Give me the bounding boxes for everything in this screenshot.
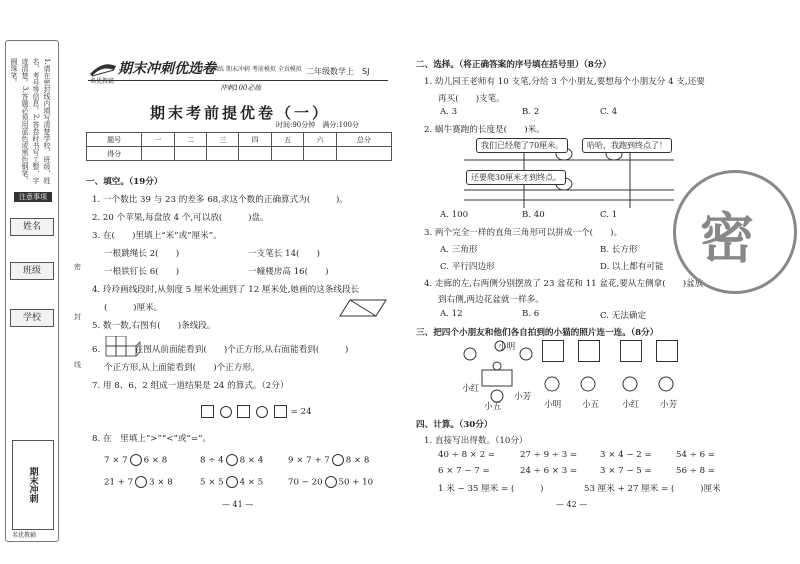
answer-box[interactable] [274, 405, 287, 418]
section-heading: 三、把四个小朋友和他们各自拍到的小猫的照片连一连。（8分） [416, 328, 659, 338]
option[interactable]: A. 12 [440, 309, 463, 319]
option[interactable]: C. 无法确定 [600, 311, 647, 321]
calc-item: 3 × 7 − 5 = [600, 466, 652, 476]
name-field[interactable]: 姓名 [10, 218, 54, 236]
choice-question-1-cont: 再买( )支笔。 [438, 94, 505, 104]
sprint-label: 冲刺100必练 [220, 84, 262, 92]
equation-result: = 24 [290, 407, 312, 417]
choice-question-2: 2. 蜗牛赛跑的长度是( )米。 [424, 125, 545, 135]
header-rule [88, 60, 388, 81]
score-table-row [87, 147, 392, 161]
compare-circle[interactable] [130, 454, 142, 466]
cell: 一 [142, 133, 174, 147]
cell: 得分 [87, 147, 142, 161]
compare-row [288, 476, 373, 488]
expression: 9 × 7 + 7 [288, 455, 330, 466]
kid-label: 小明 [498, 342, 516, 352]
score-input[interactable] [174, 147, 206, 161]
cat-photo[interactable] [578, 340, 600, 362]
kid-label[interactable]: 小明 [544, 400, 562, 410]
option[interactable]: A. 100 [440, 210, 469, 220]
compare-row [200, 454, 263, 466]
score-input[interactable] [304, 147, 336, 161]
calc-item: 27 ÷ 9 ÷ 3 = [520, 450, 578, 460]
seal-line-char: 线 [74, 361, 81, 369]
page-number: — 42 — [556, 500, 588, 509]
brand-sub: 名优教辅 [90, 78, 115, 85]
question-3a: 一根跳绳长 2( ) [104, 249, 180, 259]
cell: 二 [174, 133, 206, 147]
choice-question-1: 1. 幼儿园王老师有 10 支笔,分给 3 个小朋友,要想每个小朋友分 4 支,还要 [424, 77, 705, 87]
cell: 题号 [87, 133, 142, 147]
calc-item: 54 ÷ 6 = [676, 450, 715, 460]
section-heading: 一、填空。（19分） [86, 177, 163, 187]
kid-label: 小红 [462, 384, 480, 394]
cell: 六 [304, 133, 336, 147]
choice-question-4-cont: 到右侧,两边花盆就一样多。 [438, 295, 544, 305]
kid-label[interactable]: 小芳 [660, 400, 678, 410]
calc-item: 6 × 7 − 7 = [438, 466, 490, 476]
sidebar-logo-sub: 名优教辅 [12, 532, 37, 539]
notice-text: 1.请在密封线内填写清楚学校、班级、姓名、考号等信息。2.答卷时书写工整、字迹清楚。3.答题必须用蓝色或黑色钢笔、圆珠笔。 [10, 58, 51, 184]
question-6: 6. 在图从前面能看到( )个正方形,从右面能看到( ) [92, 345, 349, 355]
option[interactable]: B. 2 [522, 107, 540, 117]
compare-row [288, 454, 369, 466]
answer-box[interactable] [201, 405, 214, 418]
compare-circle[interactable] [332, 454, 344, 466]
score-input[interactable] [207, 147, 239, 161]
expression: 8 × 8 [345, 455, 370, 466]
calc-item: 53 厘米 + 27 厘米 = ( )厘米 [584, 484, 721, 494]
operator-circle[interactable] [220, 406, 232, 418]
option[interactable]: A. 三角形 [440, 245, 478, 255]
score-table [86, 132, 392, 161]
expression: 4 × 5 [239, 477, 264, 488]
parallelogram-figure [338, 298, 388, 318]
calc-item: 24 ÷ 6 × 3 = [520, 466, 578, 476]
speech-bubble: 我们已经爬了70厘米。 [476, 138, 568, 153]
kid-label: 小五 [484, 402, 502, 412]
seal-char: 密 [700, 206, 754, 270]
compare-circle[interactable] [226, 476, 238, 488]
section-heading: 二、选择。（将正确答案的序号填在括号里）（8分） [416, 60, 612, 70]
header-tags: 专项训练 期末冲刺 考前模拟 全真模拟 [200, 66, 302, 73]
choice-question-3: 3. 两个完全一样的直角三角形可以拼成一个( )。 [424, 228, 623, 238]
expression: 70 − 20 [288, 477, 323, 488]
question-4: 4. 玲玲画线段时,从刻度 5 厘米处画到了 12 厘米处,她画的这条线段长 [92, 285, 360, 295]
question-3b: 一支笔长 14( ) [248, 249, 320, 259]
notice-tag: 注意事项 [14, 192, 52, 202]
question-3c: 一根铁钉长 6( ) [104, 267, 180, 277]
seal-line-char: 封 [74, 313, 81, 321]
compare-circle[interactable] [226, 454, 238, 466]
question-8: 8. 在 里填上“>”“<”或“=”。 [92, 434, 212, 444]
choice-question-4: 4. 走廊的左,右两侧分别摆放了 23 盆花和 11 盆花,要从左侧拿( )盆放 [424, 279, 704, 289]
kid-label[interactable]: 小红 [622, 400, 640, 410]
grade-label: 二年级数学上 SJ [306, 67, 370, 76]
expression: 6 × 8 [143, 455, 168, 466]
question-4-answer: ( )厘米。 [104, 303, 163, 313]
compare-circle[interactable] [135, 476, 147, 488]
score-input[interactable] [142, 147, 174, 161]
cat-photo[interactable] [620, 340, 642, 362]
score-input[interactable] [271, 147, 303, 161]
score-table-header [87, 133, 392, 147]
question-3d: 一幢楼房高 16( ) [248, 267, 329, 277]
class-field[interactable]: 班级 [10, 262, 54, 280]
calc-item: 1 米 − 35 厘米 = ( ) [438, 484, 544, 494]
question-7: 7. 用 8、6、2 组成一道结果是 24 的算式。（2分） [92, 381, 289, 391]
expression: 8 × 4 [239, 455, 264, 466]
school-field[interactable]: 学校 [10, 309, 54, 327]
cell: 总分 [336, 133, 391, 147]
answer-box[interactable] [237, 405, 250, 418]
kid-label[interactable]: 小五 [582, 400, 600, 410]
sidebar-logo: 期末冲刺 [12, 440, 54, 530]
speech-bubble: 哈哈，我跑到终点了！ [582, 138, 672, 153]
question-3: 3. 在( )里填上“米”或“厘米”。 [92, 231, 222, 241]
equation-blanks [200, 405, 312, 418]
calc-item: 40 ÷ 8 × 2 = [438, 450, 496, 460]
score-input[interactable] [239, 147, 271, 161]
page-title: 期末考前提优卷（一） [150, 104, 331, 122]
exam-meta: 时间:90分钟 满分:100分 [276, 121, 359, 129]
section-heading: 四、计算。（30分） [416, 420, 493, 430]
score-input[interactable] [336, 147, 391, 161]
kid-label: 小芳 [514, 392, 532, 402]
speech-bubble: 还要爬30厘米才到终点。 [466, 170, 566, 185]
question-5: 5. 数一数,右图有( )条线段。 [92, 321, 216, 331]
question-2: 2. 20 个苹果,每盘放 4 个,可以放( )盘。 [92, 213, 269, 223]
option[interactable]: A. 3 [440, 107, 458, 117]
option[interactable]: B. 6 [522, 309, 540, 319]
expression: 7 × 7 [104, 455, 128, 466]
option[interactable]: C. 4 [600, 107, 618, 117]
option[interactable]: C. 平行四边形 [440, 262, 495, 272]
calc-title: 1. 直接写出得数。（10分） [424, 436, 528, 446]
seal-line-char: 密 [74, 263, 81, 271]
option[interactable]: D. 以上都有可能 [600, 262, 664, 272]
brand-logo: 期末冲刺优选卷 [118, 61, 216, 77]
calc-item: 56 ÷ 8 = [676, 466, 715, 476]
page-number: — 41 — [222, 500, 254, 509]
cell: 五 [271, 133, 303, 147]
cat-photo[interactable] [656, 340, 678, 362]
expression: 21 + 7 [104, 477, 134, 488]
option[interactable]: C. 1 [600, 210, 618, 220]
question-1: 1. 一个数比 39 与 23 的差多 68,求这个数的正确算式为( )。 [92, 195, 348, 205]
cell: 四 [239, 133, 271, 147]
question-6-cont: 个正方形,从上面能看到( )个正方形。 [104, 363, 260, 373]
cell: 三 [207, 133, 239, 147]
compare-row [104, 454, 167, 466]
compare-circle[interactable] [325, 476, 337, 488]
expression: 3 × 8 [149, 477, 173, 488]
option[interactable]: B. 长方形 [600, 245, 638, 255]
expression: 5 × 5 [200, 477, 224, 488]
cat-photo[interactable] [542, 340, 564, 362]
calc-item: 3 × 4 − 2 = [600, 450, 652, 460]
compare-row [104, 476, 173, 488]
compare-row [200, 476, 263, 488]
option[interactable]: B. 40 [522, 210, 545, 220]
expression: 50 + 10 [338, 477, 374, 488]
expression: 8 ÷ 4 [200, 455, 224, 466]
operator-circle[interactable] [256, 406, 268, 418]
